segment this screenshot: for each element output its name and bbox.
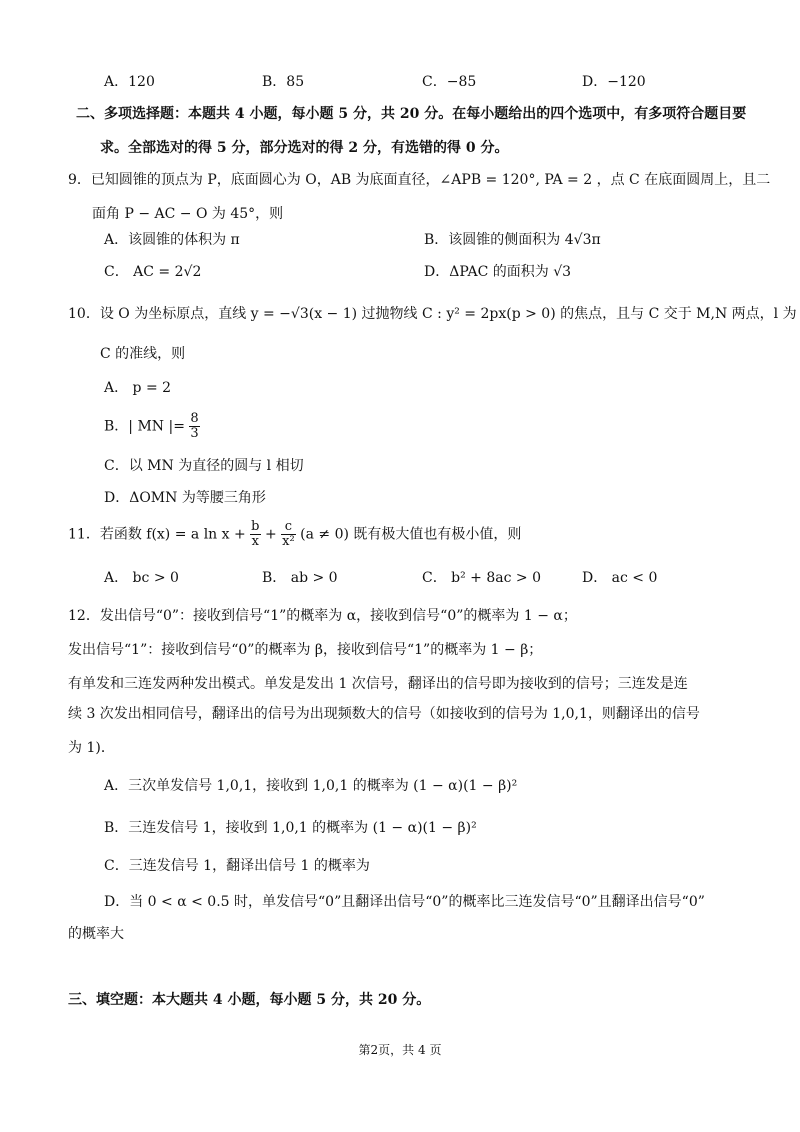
- q10-option-d: D．ΔOMN 为等腰三角形: [104, 490, 266, 506]
- q10-stem-line1: 10．设 O 为坐标原点，直线 y = −√3(x − 1) 过抛物线 C : y² = 2px(p > 0) 的焦点，且与 C 交于 M,N 两点，l 为: [68, 306, 797, 322]
- q10-option-b: [104, 412, 200, 441]
- q12-stem-line4: 续 3 次发出相同信号，翻译出的信号为出现频数大的信号（如接收到的信号为 1,0,1，则翻译出的信号: [68, 706, 700, 722]
- fraction-8-over-3: [189, 412, 199, 441]
- q8-option-d: [582, 72, 646, 92]
- section2-heading-line1: 二、多项选择题：本题共 4 小题，每小题 5 分，共 20 分。在每小题给出的四个选项中，有多项符合题目要: [76, 106, 747, 122]
- q10-option-c: C．以 MN 为直径的圆与 l 相切: [104, 458, 304, 474]
- section2-heading-line2: 求。全部选对的得 5 分，部分选对的得 2 分，有选错的得 0 分。: [100, 140, 509, 156]
- q12-stem-line1: 12．发出信号“0”：接收到信号“1”的概率为 α，接收到信号“0”的概率为 1 − α；: [68, 608, 577, 624]
- q12-option-d-line2: 的概率大: [68, 926, 124, 942]
- q11-option-b: B． ab > 0: [262, 570, 338, 586]
- q9-option-b: B．该圆锥的侧面积为 4√3π: [424, 232, 601, 248]
- q11-option-a: A． bc > 0: [104, 570, 179, 586]
- section3-heading: 三、填空题：本大题共 4 小题，每小题 5 分，共 20 分。: [68, 992, 431, 1008]
- fraction-denominator: 3: [190, 426, 199, 441]
- fraction-c-over-x2: [281, 520, 296, 549]
- q11-option-d: D． ac < 0: [582, 570, 658, 586]
- q10-option-a: A． p = 2: [104, 380, 172, 396]
- plus-sign: +: [264, 526, 277, 543]
- q12-stem-line5: 为 1)．: [68, 740, 115, 756]
- fraction-numerator: c: [281, 520, 296, 535]
- q9-option-d: D．ΔPAC 的面积为 √3: [424, 264, 572, 280]
- page-number: 第2页，共 4 页: [358, 1043, 442, 1057]
- option-text: 120: [128, 74, 155, 90]
- q12-option-c: C．三连发信号 1，翻译出信号 1 的概率为: [104, 858, 370, 874]
- q11-prefix: 11．若函数 f(x) = a ln x +: [68, 526, 246, 543]
- option-text: −85: [446, 74, 477, 90]
- option-text: −120: [607, 74, 646, 90]
- q12-option-a: A．三次单发信号 1,0,1，接收到 1,0,1 的概率为 (1 − α)(1 − β)²: [104, 778, 518, 794]
- q12-option-d-line1: D．当 0 < α < 0.5 时，单发信号“0”且翻译出信号“0”的概率比三连发信号“0”且翻译出信号“0”: [104, 894, 705, 910]
- fraction-numerator: b: [251, 519, 260, 534]
- fraction-denominator: x²: [282, 534, 295, 549]
- q12-stem-line3: 有单发和三连发两种发出模式。单发是发出 1 次信号，翻译出的信号即为接收到的信号；三连发是连: [68, 676, 688, 692]
- fraction-numerator: 8: [190, 411, 199, 426]
- q9-option-a: A．该圆锥的体积为 π: [104, 232, 240, 248]
- option-letter: D．: [582, 74, 608, 90]
- option-text: 85: [286, 74, 305, 90]
- fraction-denominator: x: [251, 534, 259, 549]
- option-letter: A．: [104, 74, 129, 90]
- q8-option-c: [422, 72, 476, 92]
- q11-stem: [68, 520, 521, 549]
- option-letter: C．: [422, 74, 447, 90]
- q9-stem-line2: 面角 P − AC − O 为 45°，则: [92, 206, 284, 222]
- q9-option-c: C． AC = 2√2: [104, 264, 202, 280]
- q12-option-b: B．三连发信号 1，接收到 1,0,1 的概率为 (1 − α)(1 − β)²: [104, 820, 477, 836]
- q8-option-a: [104, 72, 155, 92]
- q8-option-b: [262, 72, 304, 92]
- fraction-b-over-x: [250, 520, 260, 549]
- option-b-prefix: B．| MN |=: [104, 418, 185, 435]
- option-letter: B．: [262, 74, 287, 90]
- q11-option-c: C． b² + 8ac > 0: [422, 570, 541, 586]
- q11-suffix: (a ≠ 0) 既有极大值也有极小值，则: [300, 526, 522, 543]
- q10-stem-line2: C 的准线，则: [100, 346, 186, 362]
- q9-stem-line1: 9．已知圆锥的顶点为 P，底面圆心为 O，AB 为底面直径，∠APB = 120°, PA = 2 ，点 C 在底面圆周上，且二: [68, 172, 771, 188]
- q12-stem-line2: 发出信号“1”：接收到信号“0”的概率为 β，接收到信号“1”的概率为 1 − β；: [68, 642, 543, 658]
